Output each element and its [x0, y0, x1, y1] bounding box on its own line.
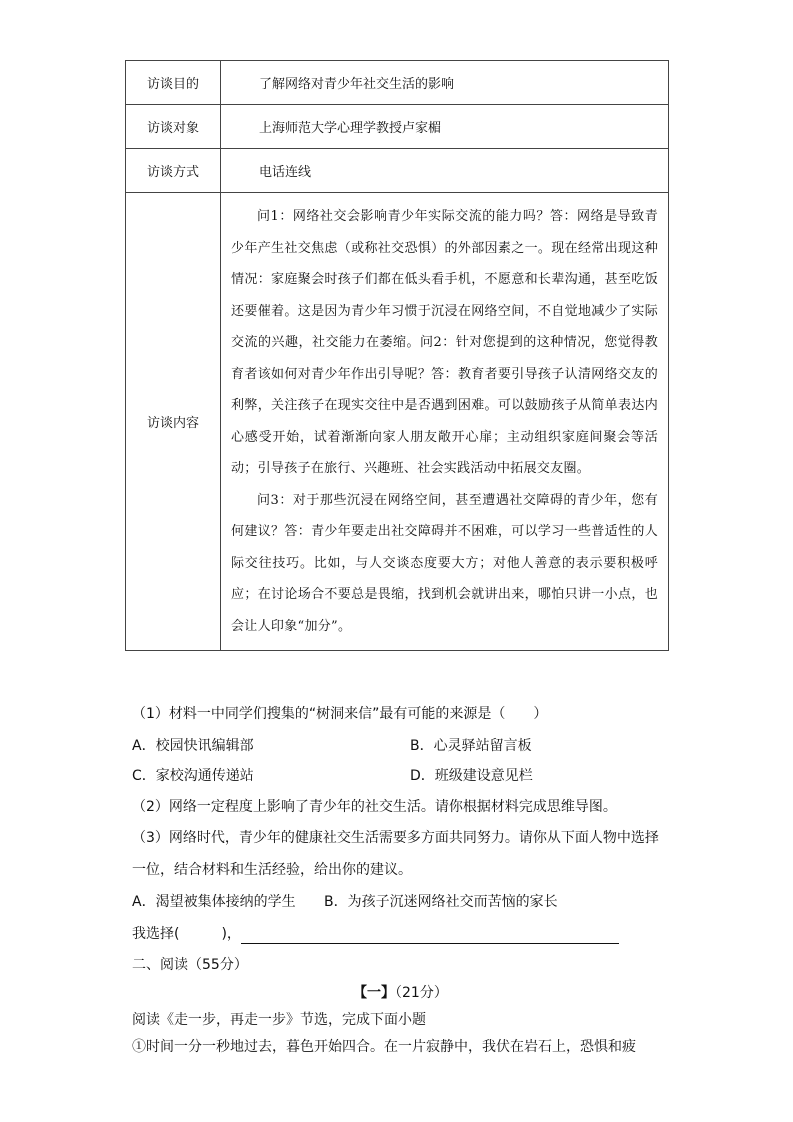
reading-instruction: 阅读《走一步，再走一步》节选，完成下面小题 — [132, 1012, 426, 1028]
interview-table — [125, 60, 669, 651]
option-3a: A．渴望被集体接纳的学生 — [132, 894, 296, 910]
row-label: 访谈目的 — [126, 61, 221, 105]
option-a: A．校园快讯编辑部 — [132, 738, 254, 754]
part-score: （21分） — [395, 985, 448, 1001]
part-heading — [353, 983, 448, 1003]
question-2: （2）网络一定程度上影响了青少年的社交生活。请你根据材料完成思维导图。 — [132, 799, 617, 815]
option-c: C．家校沟通传递站 — [132, 768, 254, 784]
table-row — [126, 149, 669, 193]
table-row — [126, 61, 669, 105]
choose-line — [132, 924, 619, 944]
question-1: （1）材料一中同学们搜集的“树洞来信”最有可能的来源是（ ） — [132, 706, 548, 722]
section-title: 二、阅读（55分） — [132, 957, 248, 973]
row-value: 了解网络对青少年社交生活的影响 — [221, 61, 669, 105]
content-label: 访谈内容 — [126, 193, 221, 651]
content-paragraph-1: 问1：网络社交会影响青少年实际交流的能力吗？答：网络是导致青少年产生社交焦虑（或称社交恐惧）的外部因素之一。现在经常出现这种情况：家庭聚会时孩子们都在低头看手机，不愿意和长辈沟通，甚至吃饭还要催着。这是因为青少年习惯于沉浸在网络空间，不自觉地减少了实际交流的兴趣，社交能力在萎缩。问2：针对您提到的这种情况，您觉得教育者该如何对青少年作出引导呢？答：教育者要引导孩子认清网络交友的利弊，关注孩子在现实交往中是否遇到困难。可以鼓励孩子从简单表达内心感受开始，试着渐渐向家人朋友敞开心扉；主动组织家庭间聚会等活动；引导孩子在旅行、兴趣班、社会实践活动中拓展交友圈。 — [231, 209, 658, 476]
option-3b: B．为孩子沉迷网络社交而苦恼的家长 — [324, 894, 558, 910]
question-3-line-2: 一位，结合材料和生活经验，给出你的建议。 — [132, 862, 412, 878]
row-label: 访谈对象 — [126, 105, 221, 149]
row-label: 访谈方式 — [126, 149, 221, 193]
table-row — [126, 193, 669, 651]
option-d: D．班级建设意见栏 — [410, 768, 533, 784]
row-value: 上海师范大学心理学教授卢家楣 — [221, 105, 669, 149]
reading-paragraph-1: ①时间一分一秒地过去，暮色开始四合。在一片寂静中，我伏在岩石上，恐惧和疲 — [132, 1039, 636, 1055]
content-paragraph-2: 问3：对于那些沉浸在网络空间，甚至遭遇社交障碍的青少年，您有何建议？答：青少年要走出社交障碍并不困难，可以学习一些普适性的人际交往技巧。比如，与人交谈态度要大方；对他人善意的表示要积极呼应；在讨论场合不要总是畏缩，找到机会就讲出来，哪怕只讲一小点，也会让人印象“加分”。 — [231, 492, 658, 634]
choose-label: 我选择( )， — [132, 926, 241, 942]
question-3-line-1: （3）网络时代，青少年的健康社交生活需要多方面共同努力。请你从下面人物中选择 — [132, 830, 659, 846]
table-row — [126, 105, 669, 149]
option-b: B．心灵驿站留言板 — [410, 738, 532, 754]
part-title: 【一】 — [353, 985, 395, 1001]
row-value: 电话连线 — [221, 149, 669, 193]
answer-blank[interactable] — [241, 929, 619, 944]
interview-content — [221, 193, 669, 651]
